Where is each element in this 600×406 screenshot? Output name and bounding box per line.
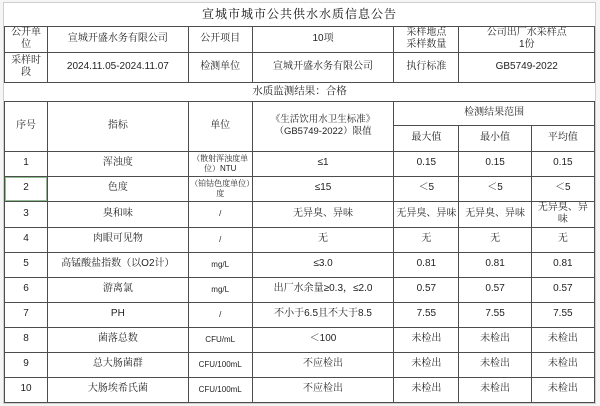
cell-limit[interactable]: 不小于6.5且不大于8.5 xyxy=(252,302,393,327)
open-unit-value[interactable]: 宣城开盛水务有限公司 xyxy=(48,26,188,52)
open-items-label[interactable]: 公开项目 xyxy=(188,26,252,52)
cell-no[interactable]: 3 xyxy=(5,201,48,227)
cell-max[interactable]: 未检出 xyxy=(394,327,459,352)
cell-no[interactable]: 8 xyxy=(5,327,48,352)
test-unit-label[interactable]: 检测单位 xyxy=(188,52,252,82)
cell-min[interactable]: 7.55 xyxy=(459,302,531,327)
table-row xyxy=(5,352,595,377)
cell-unit[interactable]: （散射浑浊度单位）NTU xyxy=(188,151,252,176)
cell-unit[interactable]: / xyxy=(188,201,252,227)
cell-min[interactable]: 未检出 xyxy=(459,327,531,352)
sampling-site-value-line2: 1份 xyxy=(518,39,535,50)
header-limit[interactable] xyxy=(252,101,393,151)
header-unit[interactable]: 单位 xyxy=(188,101,252,151)
data-rows xyxy=(5,151,595,402)
cell-indicator[interactable]: 浑浊度 xyxy=(48,151,188,176)
cell-indicator[interactable]: 色度 xyxy=(48,176,188,201)
cell-max[interactable]: 未检出 xyxy=(394,352,459,377)
cell-avg[interactable]: 无 xyxy=(531,227,594,252)
result-banner[interactable]: 水质监测结果：合格 xyxy=(252,84,347,97)
announcement-sheet xyxy=(3,2,596,404)
cell-indicator[interactable]: 肉眼可见物 xyxy=(48,227,188,252)
cell-min[interactable]: 0.57 xyxy=(459,277,531,302)
cell-min[interactable]: ＜5 xyxy=(459,176,531,201)
cell-avg[interactable]: 未检出 xyxy=(531,327,594,352)
sampling-site-value[interactable] xyxy=(459,26,595,52)
cell-min[interactable]: 未检出 xyxy=(459,352,531,377)
cell-max[interactable]: 无异臭、异味 xyxy=(394,201,459,227)
cell-no[interactable]: 5 xyxy=(5,252,48,277)
standard-label[interactable]: 执行标准 xyxy=(394,52,459,82)
cell-indicator[interactable]: 游离氯 xyxy=(48,277,188,302)
cell-avg[interactable]: 未检出 xyxy=(531,352,594,377)
table-row xyxy=(5,176,595,201)
cell-indicator[interactable]: 菌落总数 xyxy=(48,327,188,352)
standard-value[interactable]: GB5749-2022 xyxy=(459,52,595,82)
cell-indicator[interactable]: 总大肠菌群 xyxy=(48,352,188,377)
cell-limit[interactable]: ＜100 xyxy=(252,327,393,352)
sampling-site-value-line1: 公司出厂水采样点 xyxy=(486,27,567,38)
cell-no[interactable]: 7 xyxy=(5,302,48,327)
cell-min[interactable]: 未检出 xyxy=(459,377,531,402)
cell-avg[interactable]: 0.57 xyxy=(531,277,594,302)
cell-avg[interactable]: 无异臭、异味 xyxy=(531,201,594,227)
cell-unit[interactable]: CFU/100mL xyxy=(188,377,252,402)
cell-avg[interactable]: 未检出 xyxy=(531,377,594,402)
cell-limit[interactable]: ≤15 xyxy=(252,176,393,201)
header-result-range[interactable]: 检测结果范围 xyxy=(394,101,595,125)
cell-unit[interactable]: mg/L xyxy=(188,252,252,277)
header-max[interactable]: 最大值 xyxy=(394,125,459,151)
cell-avg[interactable]: ＜5 xyxy=(531,176,594,201)
cell-min[interactable]: 0.81 xyxy=(459,252,531,277)
cell-no[interactable]: 6 xyxy=(5,277,48,302)
cell-limit[interactable]: ≤1 xyxy=(252,151,393,176)
cell-indicator[interactable]: 大肠埃希氏菌 xyxy=(48,377,188,402)
header-limit-line1: 《生活饮用水卫生标准》 xyxy=(270,114,376,126)
cell-min[interactable]: 0.15 xyxy=(459,151,531,176)
cell-max[interactable]: 0.81 xyxy=(394,252,459,277)
cell-unit[interactable]: / xyxy=(188,227,252,252)
cell-unit[interactable]: CFU/100mL xyxy=(188,352,252,377)
cell-no[interactable]: 10 xyxy=(5,377,48,402)
table-row xyxy=(5,377,595,402)
table-row xyxy=(5,151,595,176)
cell-unit[interactable]: （铂钴色度单位）度 xyxy=(188,176,252,201)
cell-limit[interactable]: 不应检出 xyxy=(252,352,393,377)
sampling-period-label[interactable]: 采样时段 xyxy=(5,52,48,82)
cell-limit[interactable]: 出厂水余量≥0.3，≤2.0 xyxy=(252,277,393,302)
open-items-value[interactable]: 10项 xyxy=(252,26,393,52)
sampling-site-label[interactable] xyxy=(394,26,459,52)
cell-max[interactable]: ＜5 xyxy=(394,176,459,201)
cell-max[interactable]: 未检出 xyxy=(394,377,459,402)
sampling-site-label-line2: 采样数量 xyxy=(406,39,447,50)
cell-no[interactable]: 9 xyxy=(5,352,48,377)
cell-max[interactable]: 0.15 xyxy=(394,151,459,176)
cell-no[interactable]: 2 xyxy=(5,176,48,201)
cell-max[interactable]: 7.55 xyxy=(394,302,459,327)
cell-min[interactable]: 无 xyxy=(459,227,531,252)
cell-avg[interactable]: 7.55 xyxy=(531,302,594,327)
sampling-site-label-line1: 采样地点 xyxy=(406,27,447,38)
table-row xyxy=(5,252,595,277)
sampling-period-value[interactable]: 2024.11.05-2024.11.07 xyxy=(48,52,188,82)
cell-unit[interactable]: / xyxy=(188,302,252,327)
header-limit-line2: （GB5749-2022）限值 xyxy=(274,126,372,137)
cell-indicator[interactable]: PH xyxy=(48,302,188,327)
header-avg[interactable]: 平均值 xyxy=(531,125,594,151)
info-row-2 xyxy=(5,52,595,82)
table-header-row-1 xyxy=(5,101,595,125)
cell-avg[interactable]: 0.81 xyxy=(531,252,594,277)
cell-unit[interactable]: CFU/mL xyxy=(188,327,252,352)
cell-limit[interactable]: 无 xyxy=(252,227,393,252)
water-quality-table xyxy=(4,3,595,403)
cell-max[interactable]: 0.57 xyxy=(394,277,459,302)
cell-no[interactable]: 1 xyxy=(5,151,48,176)
table-row xyxy=(5,302,595,327)
cell-limit[interactable]: 不应检出 xyxy=(252,377,393,402)
result-banner-row xyxy=(5,82,595,101)
cell-indicator[interactable]: 臭和味 xyxy=(48,201,188,227)
cell-avg[interactable]: 0.15 xyxy=(531,151,594,176)
cell-unit[interactable]: mg/L xyxy=(188,277,252,302)
cell-min[interactable]: 无异臭、异味 xyxy=(459,201,531,227)
title-row xyxy=(5,3,595,26)
table-row xyxy=(5,327,595,352)
table-row xyxy=(5,277,595,302)
test-unit-value[interactable]: 宣城开盛水务有限公司 xyxy=(252,52,393,82)
cell-limit[interactable]: 无异臭、异味 xyxy=(252,201,393,227)
page-title[interactable]: 宣城市城市公共供水水质信息公告 xyxy=(201,6,397,21)
header-indicator[interactable]: 指标 xyxy=(48,101,188,151)
table-row xyxy=(5,227,595,252)
cell-max[interactable]: 无 xyxy=(394,227,459,252)
cell-indicator[interactable]: 高锰酸盐指数（以O2计） xyxy=(48,252,188,277)
cell-limit[interactable]: ≤3.0 xyxy=(252,252,393,277)
header-min[interactable]: 最小值 xyxy=(459,125,531,151)
table-row xyxy=(5,201,595,227)
cell-no[interactable]: 4 xyxy=(5,227,48,252)
info-row-1 xyxy=(5,26,595,52)
open-unit-label[interactable]: 公开单位 xyxy=(5,26,48,52)
header-no[interactable]: 序号 xyxy=(5,101,48,151)
